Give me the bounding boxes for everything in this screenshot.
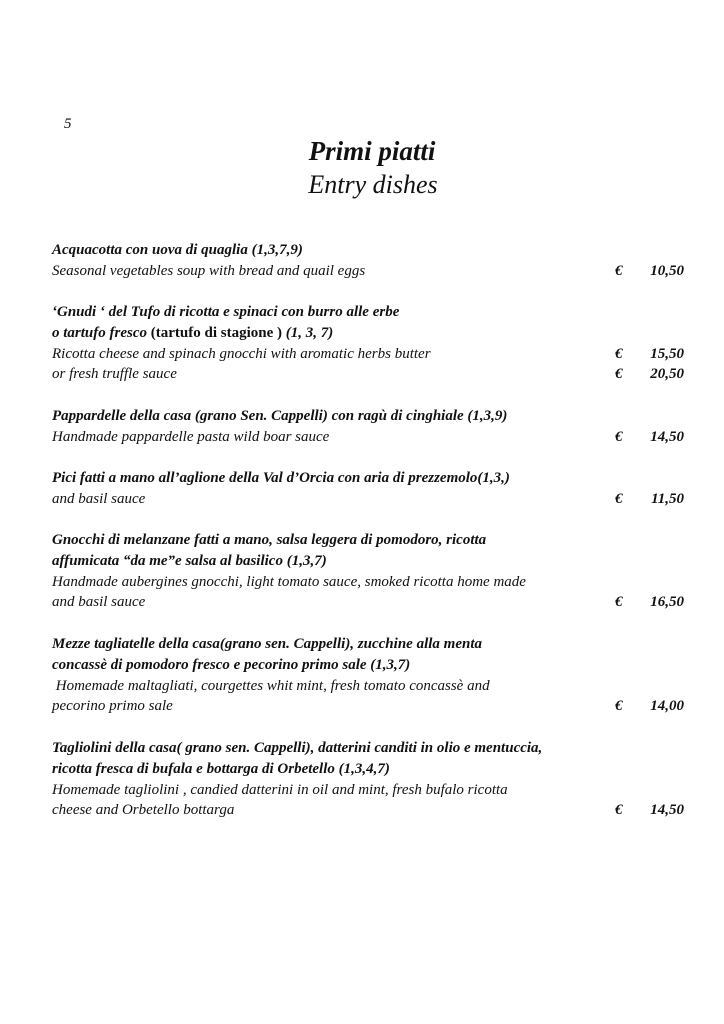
price-amount: 20,50 [650,366,684,383]
dish-name-seasonal-note: (tartufo di stagione ) [147,324,286,341]
dish-description-english: Homemade maltagliati, courgettes whit mint, fresh tomato concassè and [52,677,490,694]
currency-symbol: € [615,262,623,279]
dish-description-row [52,261,684,282]
dish-name-italian: Pici fatti a mano all’aglione della Val d’Orcia con aria di prezzemolo(1,3,) [52,470,510,486]
dish-description-row [52,364,684,385]
dish-description-english: cheese and Orbetello bottarga [52,802,235,819]
price-amount: 16,50 [650,594,684,611]
price-amount: 11,50 [651,490,684,507]
dish-name-italian-line-1: Mezze tagliatelle della casa(grano sen. Cappelli), zucchine alla menta [52,636,482,652]
dish-name-italian-line-1: ‘Gnudi ‘ del Tufo di ricotta e spinaci con burro alle erbe [52,304,400,320]
dish-price [615,696,684,717]
dish-description-row [52,800,684,821]
dish-price [615,489,684,510]
currency-symbol: € [615,594,623,611]
currency-symbol: € [615,428,623,445]
price-amount: 14,50 [650,428,684,445]
section-subtitle: Entry dishes [308,170,438,199]
dish-description-row [52,427,684,448]
menu-item-pici [52,468,684,510]
dish-price-truffle [615,364,684,385]
dish-name-italian-line-2: ricotta fresca di bufala e bottarga di Orbetello (1,3,4,7) [52,760,390,777]
price-amount: 15,50 [650,345,684,362]
dish-description-english: pecorino primo sale [52,698,173,715]
menu-item-tagliolini [52,738,684,821]
currency-symbol: € [615,345,623,362]
price-amount: 14,50 [650,802,684,819]
section-title: Primi piatti [308,136,436,166]
dish-description-english: Ricotta cheese and spinach gnocchi with aromatic herbs butter [52,345,431,362]
menu-item-mezze-tagliatelle [52,634,684,717]
menu-item-gnocchi-melanzane [52,530,684,613]
currency-symbol: € [615,490,623,507]
dish-name-italian-line-1: Tagliolini della casa( grano sen. Cappelli), datterini canditi in olio e mentuccia, [52,740,543,756]
currency-symbol: € [615,802,623,819]
page-number: 5 [64,116,72,132]
menu-item-gnudi [52,302,684,385]
dish-description-english: Handmade aubergines gnocchi, light tomato sauce, smoked ricotta home made [52,573,526,590]
dish-description-english: Homemade tagliolini , candied datterini in oil and mint, fresh bufalo ricotta [52,781,508,798]
dish-name-part: o tartufo fresco [52,324,147,341]
dish-price [615,427,684,448]
dish-name-italian: Acquacotta con uova di quaglia (1,3,7,9) [52,242,303,258]
dish-description-english: Handmade pappardelle pasta wild boar sauce [52,428,330,445]
dish-price [615,344,684,365]
dish-name-italian: Pappardelle della casa (grano Sen. Cappelli) con ragù di cinghiale (1,3,9) [52,408,508,424]
dish-name-italian-line-2: affumicata “da me”e salsa al basilico (1,3,7) [52,552,327,569]
dish-description-row [52,696,684,717]
menu-item-acquacotta [52,240,684,282]
price-amount: 10,50 [650,262,684,279]
price-amount: 14,00 [650,698,684,715]
dish-description-row [52,489,684,510]
currency-symbol: € [615,366,623,383]
dish-description-row [52,344,684,365]
menu-item-pappardelle [52,406,684,448]
dish-description-english: or fresh truffle sauce [52,366,177,383]
dish-price [615,800,684,821]
dish-name-italian-line-2: concassè di pomodoro fresco e pecorino primo sale (1,3,7) [52,656,411,673]
dish-name-italian-line-1: Gnocchi di melanzane fatti a mano, salsa leggera di pomodoro, ricotta [52,532,487,548]
dish-price [615,592,684,613]
allergen-codes: (1, 3, 7) [285,324,334,341]
currency-symbol: € [615,698,623,715]
dish-description-english: and basil sauce [52,594,146,611]
dish-price [615,261,684,282]
dish-description-row [52,592,684,613]
dish-description-english: and basil sauce [52,490,146,507]
dish-description-english: Seasonal vegetables soup with bread and quail eggs [52,262,366,279]
dish-name-italian-line-2 [52,323,684,344]
